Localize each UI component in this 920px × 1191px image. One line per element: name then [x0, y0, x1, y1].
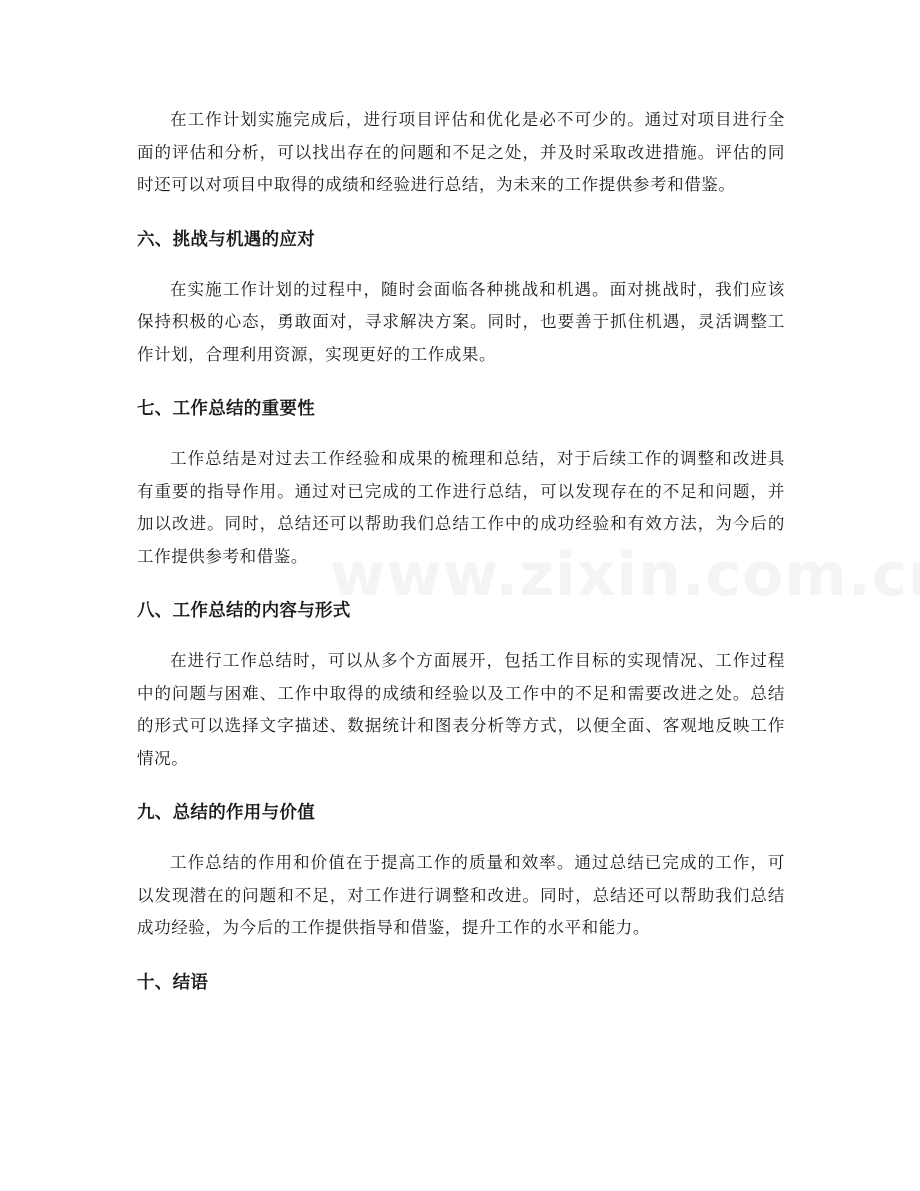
paragraph-content-form: 在进行工作总结时，可以从多个方面展开，包括工作目标的实现情况、工作过程中的问题与困难、工作中取得的成绩和经验以及工作中的不足和需要改进之处。总结的形式可以选择文字描述、数据统计和图表分析等方式，以便全面、客观地反映工作情况。: [137, 651, 785, 768]
heading-conclusion: 十、结语: [137, 972, 209, 993]
paragraph-importance: 工作总结是对过去工作经验和成果的梳理和总结，对于后续工作的调整和改进具有重要的指导作用。通过对已完成的工作进行总结，可以发现存在的不足和问题，并加以改进。同时，总结还可以帮助我们总结工作中的成功经验和有效方法，为今后的工作提供参考和借鉴。: [137, 449, 785, 566]
heading-importance: 七、工作总结的重要性: [137, 399, 315, 419]
paragraph-value: 工作总结的作用和价值在于提高工作的质量和效率。通过总结已完成的工作，可以发现潜在的问题和不足，对工作进行调整和改进。同时，总结还可以帮助我们总结成功经验，为今后的工作提供指导和借鉴，提升工作的水平和能力。: [137, 853, 785, 937]
paragraph-challenges: 在实施工作计划的过程中，随时会面临各种挑战和机遇。面对挑战时，我们应该保持积极的心态，勇敢面对，寻求解决方案。同时，也要善于抓住机遇，灵活调整工作计划，合理利用资源，实现更好的工作成果。: [137, 279, 785, 364]
heading-content-form: 八、工作总结的内容与形式: [137, 601, 351, 621]
heading-value: 九、总结的作用与价值: [137, 803, 315, 823]
paragraph-evaluation: 在工作计划实施完成后，进行项目评估和优化是必不可少的。通过对项目进行全面的评估和分析，可以找出存在的问题和不足之处，并及时采取改进措施。评估的同时还可以对项目中取得的成绩和经验进行总结，为未来的工作提供参考和借鉴。: [137, 110, 785, 194]
heading-challenges: 六、挑战与机遇的应对: [137, 229, 315, 250]
document-body: [137, 104, 785, 1017]
